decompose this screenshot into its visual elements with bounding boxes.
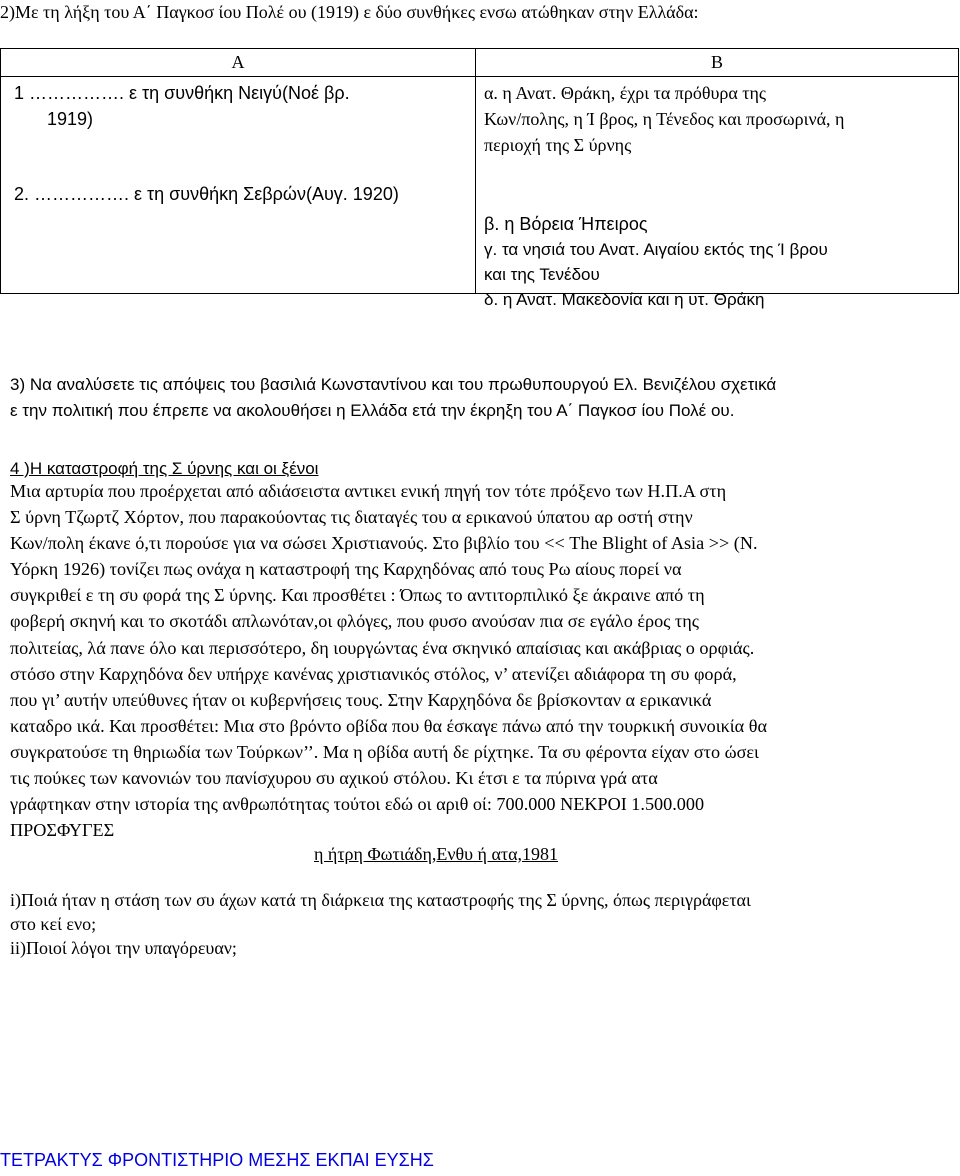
question-3-line-1: 3) Να αναλύσετε τις απόψεις του βασιλιά Κωνσταντίνου και του πρωθυπουργού Ελ. Βενιζέλου σχετικά bbox=[10, 375, 777, 394]
source-line: γράφτηκαν στην ιστορία της ανθρωπότητας τούτοι εδώ οι αριθ οί: 700.000 ΝΕΚΡΟΙ 1.500.000 bbox=[10, 794, 705, 815]
question-4-title: 4 )Η καταστροφή της Σ ύρνης και οι ξένοι bbox=[10, 459, 319, 478]
source-line: που γι’ αυτήν υπεύθυνες ήταν οι κυβερνήσεις τους. Στην Καρχηδόνα δε βρίσκονταν α ερικανικά bbox=[10, 689, 712, 710]
source-line: Κων/πολη έκανε ό,τι πορούσε για να σώσει Χριστιανούς. Στο βιβλίο του << The Blight of Asia >> (Ν. bbox=[10, 533, 758, 554]
source-line: ΠΡΟΣΦΥΓΕΣ bbox=[10, 820, 115, 841]
source-text bbox=[10, 478, 958, 843]
footer-brand: ΤΕΤΡΑΚΤΥΣ ΦΡΟΝΤΙΣΤΗΡΙΟ ΜΕΣΗΣ ΕΚΠΑΙ ΕΥΣΗΣ bbox=[0, 1150, 434, 1170]
question-3-line-2: ε την πολιτική που έπρεπε να ακολουθήσει η Ελλάδα ετά την έκρηξη του Α΄ Παγκοσ ίου Πολέ ου. bbox=[10, 401, 735, 420]
source-line: τις πούκες των κανονιών του πανίσχυρου συ αχικού στόλου. Κι έτσι ε τα πύρινα γρά ατα bbox=[10, 768, 658, 789]
column-a-cell bbox=[1, 77, 476, 294]
sub-question-i-line-2: στο κεί ενο; bbox=[10, 914, 97, 934]
territory-alpha-line-3: περιοχή της Σ ύρνης bbox=[484, 135, 632, 155]
matching-table bbox=[0, 48, 959, 309]
treaty-item-1 bbox=[14, 80, 350, 132]
source-attribution: η ήτρη Φωτιάδη,Ενθυ ή ατα,1981 bbox=[314, 844, 559, 864]
source-line: Σ ύρνη Τζωρτζ Χόρτον, που παρακούοντας τις διαταγές του α ερικανού ύπατου αρ οστή στην bbox=[10, 507, 693, 528]
source-line: φοβερή σκηνή και το σκοτάδι απλωνόταν,οι φλόγες, που φυσο ανούσαν πια σε εγάλο έρος της bbox=[10, 611, 699, 632]
question-3 bbox=[10, 372, 955, 424]
territory-delta: δ. η Ανατ. Μακεδονία και η υτ. Θράκη bbox=[484, 290, 765, 309]
treaty-item-1-line-1: 1 ……………. ε τη συνθήκη Νειγύ(Νοέ βρ. bbox=[14, 83, 350, 103]
question-2-title: 2)Με τη λήξη του Α΄ Παγκοσ ίου Πολέ ου (1919) ε δύο συνθήκες ενσω ατώθηκαν στην Ελλάδα: bbox=[0, 2, 699, 22]
sub-question-ii: ii)Ποιοί λόγοι την υπαγόρευαν; bbox=[10, 938, 237, 958]
treaty-item-2: 2. ……………. ε τη συνθήκη Σεβρών(Αυγ. 1920) bbox=[14, 184, 399, 204]
territory-alpha bbox=[484, 80, 952, 158]
matching-table-body-row bbox=[1, 77, 959, 294]
source-line: συγκριθεί ε τη συ φορά της Σ ύρνης. Και προσθέτει : Όπως το αντιτορπιλικό ξε άκραινε από τη bbox=[10, 585, 705, 606]
source-line: συγκρατούσε τη θηριωδία των Τούρκων’’. Μα η οβίδα αυτή δε ρίχτηκε. Τα συ φέροντα είχαν στο ώσει bbox=[10, 741, 759, 762]
source-line: Μια αρτυρία που προέρχεται από αδιάσειστα αντικει ενική πηγή τον τότε πρόξενο των Η.Π.Α στη bbox=[10, 481, 727, 501]
source-line: καταδρο ικά. Και προσθέτει: Μια στο βρόντο οβίδα που θα έσκαγε πάνω από την τουρκική συνοικία θα bbox=[10, 715, 767, 736]
territory-alpha-line-2: Κων/πολης, η Ί βρος, η Τένεδος και προσωρινά, η bbox=[484, 109, 845, 129]
matching-table-header-row bbox=[1, 49, 959, 77]
territory-gamma-line-2: και της Τενέδου bbox=[484, 265, 600, 284]
territory-alpha-line-1: α. η Ανατ. Θράκη, έχρι τα πρόθυρα της bbox=[484, 83, 767, 103]
source-line: Υόρκη 1926) τονίζει πως ονάχα η καταστροφή της Καρχηδόνας από τους Ρω αίους πορεί να bbox=[10, 559, 682, 580]
treaty-item-1-line-2: 1919) bbox=[47, 109, 94, 129]
territory-beta: β. η Βόρεια Ήπειρος bbox=[484, 214, 648, 234]
column-b-cell bbox=[476, 77, 959, 309]
column-a-header: Α bbox=[1, 49, 476, 77]
territory-gamma-line-1: γ. τα νησιά του Ανατ. Αιγαίου εκτός της Ί βρου bbox=[484, 240, 828, 259]
sub-question-i-line-1: i)Ποιά ήταν η στάση των συ άχων κατά τη διάρκεια της καταστροφής της Σ ύρνης, όπως περιγράφεται bbox=[10, 890, 751, 910]
source-line: πολιτείας, λά πανε όλο και περισσότερο, δη ιουργώντας ένα σκηνικό απαίσιας και ακάβριας ο ορφιάς. bbox=[10, 637, 755, 658]
territory-gamma bbox=[484, 237, 954, 287]
source-line: στόσο στην Καρχηδόνα δεν υπήρχε κανένας χριστιανικός στόλος, ν’ ατενίζει αδιάφορα τη συ φορά, bbox=[10, 663, 737, 684]
column-b-header: Β bbox=[476, 49, 959, 77]
sub-questions bbox=[10, 888, 955, 960]
